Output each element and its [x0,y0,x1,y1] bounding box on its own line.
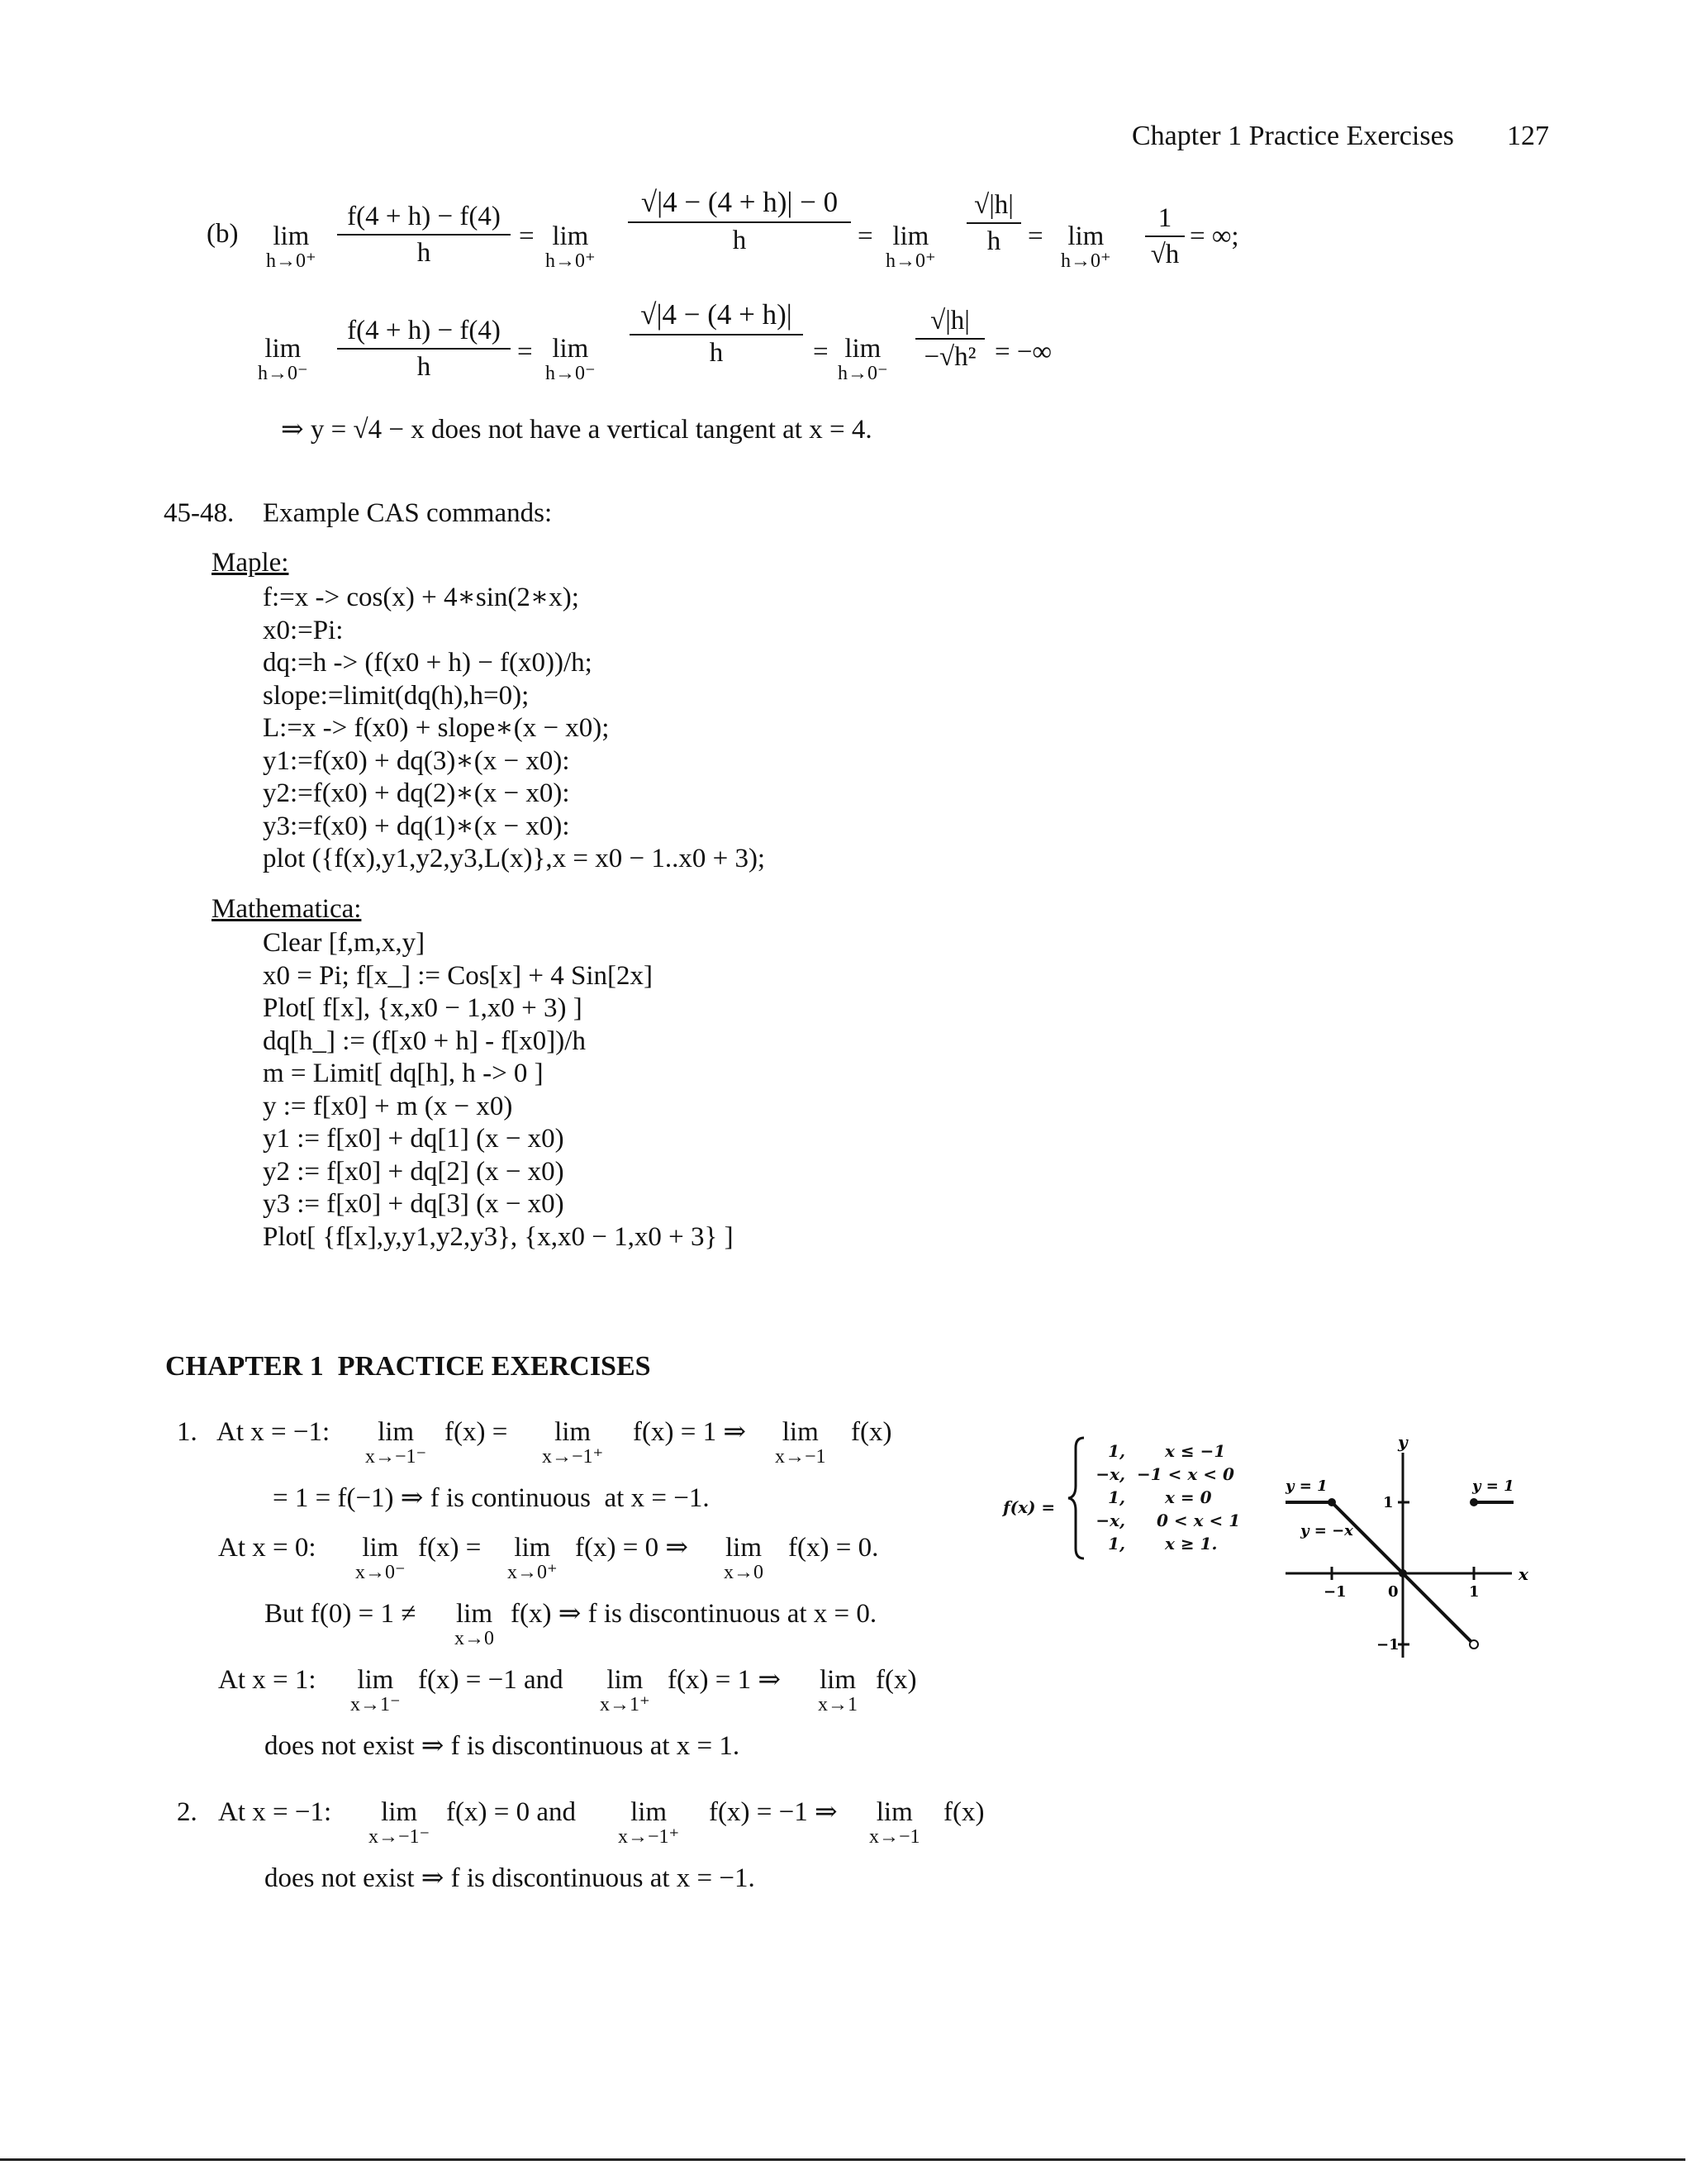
lim-word: lim [554,1417,592,1447]
lim-subscript: h→0⁻ [545,363,596,384]
ex1-line5-start: At x = 1: [218,1665,316,1695]
lim-subscript: h→0⁻ [258,363,308,384]
lim-subscript: x→−1 [869,1826,920,1848]
ex1-line5-end: f(x) [876,1665,917,1695]
lim-subscript: x→−1 [775,1446,826,1468]
lim-word: lim [725,1533,762,1563]
mathematica-heading: Mathematica: [212,894,362,924]
lim-subscript: x→−1⁺ [542,1446,604,1468]
lim-word: lim [876,1797,913,1827]
open-point [1470,1640,1478,1649]
fraction [337,202,511,269]
lim-subscript: h→0⁺ [545,250,596,272]
denominator: √h [1150,240,1180,270]
case-condition: x = 0 [1165,1487,1212,1507]
fraction [967,190,1021,257]
case-value: 1, [1108,1487,1125,1507]
case-value: −x, [1096,1464,1125,1484]
lim-subscript: x→1⁺ [600,1694,650,1715]
tick-label-y1: 1 [1383,1494,1394,1511]
ex1-line4-start: But f(0) = 1 ≠ [264,1599,416,1629]
code-line: x0:=Pi: [263,615,344,645]
label-diag: y = −x [1300,1522,1353,1539]
piecewise-conditions [1137,1439,1240,1555]
code-line: dq[h_] := (f[x0 + h] - f[x0])/h [263,1025,586,1056]
lim-word: lim [264,334,302,364]
denominator: h [416,352,431,383]
ex1-line3-mid: f(x) = [418,1533,482,1563]
code-line: y3 := f[x0] + dq[3] (x − x0) [263,1189,564,1219]
fraction [915,306,985,373]
fraction-bar [337,234,511,236]
equals-sign: = [517,337,533,367]
limit-expression [869,1799,920,1848]
piecewise-values [1086,1439,1125,1555]
tick-label-xm1: −1 [1324,1583,1347,1601]
ex2-line1-cont: f(x) = −1 ⇒ [709,1797,838,1827]
lim-word: lim [273,221,310,251]
case-condition: x ≥ 1. [1165,1534,1218,1554]
ex1-line5-mid: f(x) = −1 and [418,1665,563,1695]
lim-word: lim [630,1797,668,1827]
fraction [628,187,851,255]
denominator: h [986,226,1001,257]
ex1-line6: does not exist ⇒ f is discontinuous at x = 1. [264,1731,740,1761]
closed-point [1328,1498,1336,1506]
lim-subscript: x→−1⁻ [368,1826,430,1848]
lim-subscript: x→0⁺ [507,1562,558,1583]
code-line: y1:=f(x0) + dq(3)∗(x − x0): [263,745,570,776]
code-line: m = Limit[ dq[h], h -> 0 ] [263,1059,544,1088]
ex2-line1-end: f(x) [943,1797,985,1827]
numerator: f(4 + h) − f(4) [347,316,501,345]
section-heading: CHAPTER 1 PRACTICE EXERCISES [165,1351,651,1382]
fraction-bar [628,221,851,223]
part-b-label: (b) [207,219,239,249]
case-condition: 0 < x < 1 [1157,1511,1241,1530]
exercise-number: 45-48. [164,498,235,528]
lim-subscript: h→0⁺ [1061,250,1111,272]
ex2-line1-start: At x = −1: [218,1797,332,1827]
code-line: f:=x -> cos(x) + 4∗sin(2∗x); [263,583,579,612]
exercise-title: Example CAS commands: [263,498,553,528]
code-line: L:=x -> f(x0) + slope∗(x − x0); [263,713,610,743]
limit-expression [542,1419,603,1468]
limit-expression [355,1535,406,1583]
fraction-bar [1145,236,1185,237]
maple-heading: Maple: [212,548,289,578]
lim-word: lim [357,1665,394,1695]
tick-label-x0: 0 [1388,1583,1399,1601]
limit-expression [886,223,936,272]
numerator: √|4 − (4 + h)| − 0 [640,186,839,218]
code-line: plot ({f(x),y1,y2,y3,L(x)},x = x0 − 1..x0 + 3); [263,844,766,873]
numerator: f(4 + h) − f(4) [347,202,501,231]
fraction [630,299,803,368]
ex2-line1-mid: f(x) = 0 and [446,1797,576,1827]
denominator: h [416,238,431,269]
limit-expression [600,1667,650,1715]
case-value: 1, [1108,1441,1125,1461]
ex1-line5-cont: f(x) = 1 ⇒ [668,1665,781,1695]
ex2-line2: does not exist ⇒ f is discontinuous at x = −1. [264,1863,755,1893]
lim-word: lim [552,221,589,251]
code-line: x0 = Pi; f[x_] := Cos[x] + 4 Sin[2x] [263,960,653,991]
limit-expression [775,1419,826,1468]
denominator: h [732,225,747,255]
ex1-line1-end: f(x) [851,1417,892,1447]
limit-expression [724,1535,763,1583]
exercise-number: 1. [177,1417,197,1447]
limit-expression [258,335,308,384]
limit-expression [545,335,596,384]
code-line: y1 := f[x0] + dq[1] (x − x0) [263,1124,564,1154]
code-line: y := f[x0] + m (x − x0) [263,1091,513,1121]
lim-subscript: x→0⁻ [355,1562,406,1583]
lim-word: lim [381,1797,418,1827]
fraction-bar [915,338,985,340]
lim-subscript: x→0 [454,1628,494,1649]
numerator: √|h| [930,306,970,335]
limit-expression [1061,223,1111,272]
case-condition: −1 < x < 0 [1137,1464,1234,1484]
function-graph [1277,1428,1533,1684]
ex1-line1-start: At x = −1: [216,1417,330,1447]
fraction-bar [630,334,803,335]
limit-expression [368,1799,430,1848]
lim-subscript: x→0 [724,1562,763,1583]
code-line: Plot[ f[x], {x,x0 − 1,x0 + 3) ] [263,993,582,1023]
denominator: h [709,337,724,368]
lim-word: lim [606,1665,644,1695]
limit-expression [618,1799,679,1848]
limit-expression [818,1667,858,1715]
mathematica-code-block [263,927,734,1254]
lim-subscript: x→−1⁻ [365,1446,427,1468]
exercise-number: 2. [177,1797,197,1827]
closed-point [1470,1498,1478,1506]
equals-sign: = [813,337,829,367]
code-line: y3:=f(x0) + dq(1)∗(x − x0): [263,811,570,841]
code-line: y2 := f[x0] + dq[2] (x − x0) [263,1156,564,1187]
fraction [337,316,511,383]
limit-expression [454,1601,494,1649]
lim-word: lim [514,1533,551,1563]
lim-subscript: x→−1⁺ [618,1826,680,1848]
lim-word: lim [455,1599,492,1629]
vertical-tangent-conclusion: ⇒ y = √4 − x does not have a vertical tangent at x = 4. [281,415,872,445]
origin-point [1399,1569,1407,1577]
lim-word: lim [378,1417,415,1447]
ex1-line1-cont: f(x) = 1 ⇒ [633,1417,746,1447]
lim-subscript: h→0⁺ [266,250,316,272]
result-infinity: = ∞; [1190,221,1239,251]
limit-expression [838,335,888,384]
equals-sign: = [858,221,873,251]
y-axis-label: y [1398,1432,1408,1452]
running-title: Chapter 1 Practice Exercises [1132,121,1454,151]
ex1-line4-end: f(x) ⇒ f is discontinuous at x = 0. [511,1599,877,1629]
lim-subscript: h→0⁺ [886,250,936,272]
x-axis-label: x [1519,1564,1528,1584]
numerator: 1 [1157,203,1172,233]
lim-word: lim [782,1417,819,1447]
numerator: √|h| [974,190,1014,220]
lim-word: lim [819,1665,856,1695]
code-line: slope:=limit(dq(h),h=0); [263,680,530,711]
limit-expression [365,1419,426,1468]
lim-word: lim [892,221,929,251]
lim-word: lim [844,334,882,364]
maple-code-block [263,582,765,876]
case-value: 1, [1108,1534,1125,1554]
fraction [1145,203,1185,270]
ex1-line3-end: f(x) = 0. [788,1533,879,1563]
equals-sign: = [1028,221,1043,251]
page-number: 127 [1507,121,1549,151]
equals-sign: = [519,221,535,251]
code-line: y2:=f(x0) + dq(2)∗(x − x0): [263,778,570,808]
limit-expression [507,1535,558,1583]
lim-word: lim [1067,221,1105,251]
code-line: dq:=h -> (f(x0 + h) − f(x0))/h; [263,648,592,678]
case-condition: x ≤ −1 [1165,1441,1226,1461]
numerator: √|4 − (4 + h)| [640,298,792,331]
code-line: Clear [f,m,x,y] [263,928,425,958]
ex1-line3-cont: f(x) = 0 ⇒ [575,1533,688,1563]
page-bottom-rule [0,2158,1685,2161]
case-value: −x, [1096,1511,1125,1530]
limit-expression [350,1667,401,1715]
limit-expression [266,223,316,272]
fraction-bar [337,348,511,350]
tick-label-x1: 1 [1469,1583,1480,1601]
piecewise-lhs: f(x) = [1003,1497,1056,1517]
result-neg-infinity: = −∞ [995,337,1052,367]
lim-subscript: x→1 [818,1694,858,1715]
lim-word: lim [552,334,589,364]
code-line: Plot[ {f[x],y,y1,y2,y3}, {x,x0 − 1,x0 + 3} ] [263,1221,734,1252]
ex1-line2: = 1 = f(−1) ⇒ f is continuous at x = −1. [273,1483,710,1513]
label-right-flat: y = 1 [1472,1477,1514,1495]
ex1-line3-start: At x = 0: [218,1533,316,1563]
label-left-flat: y = 1 [1286,1477,1328,1495]
lim-subscript: x→1⁻ [350,1694,401,1715]
tick-label-ym1: −1 [1376,1636,1400,1653]
ex1-line1-mid: f(x) = [444,1417,508,1447]
limit-expression [545,223,596,272]
lim-subscript: h→0⁻ [838,363,888,384]
fraction-bar [967,222,1021,224]
lim-word: lim [362,1533,399,1563]
denominator: −√h² [924,342,977,373]
